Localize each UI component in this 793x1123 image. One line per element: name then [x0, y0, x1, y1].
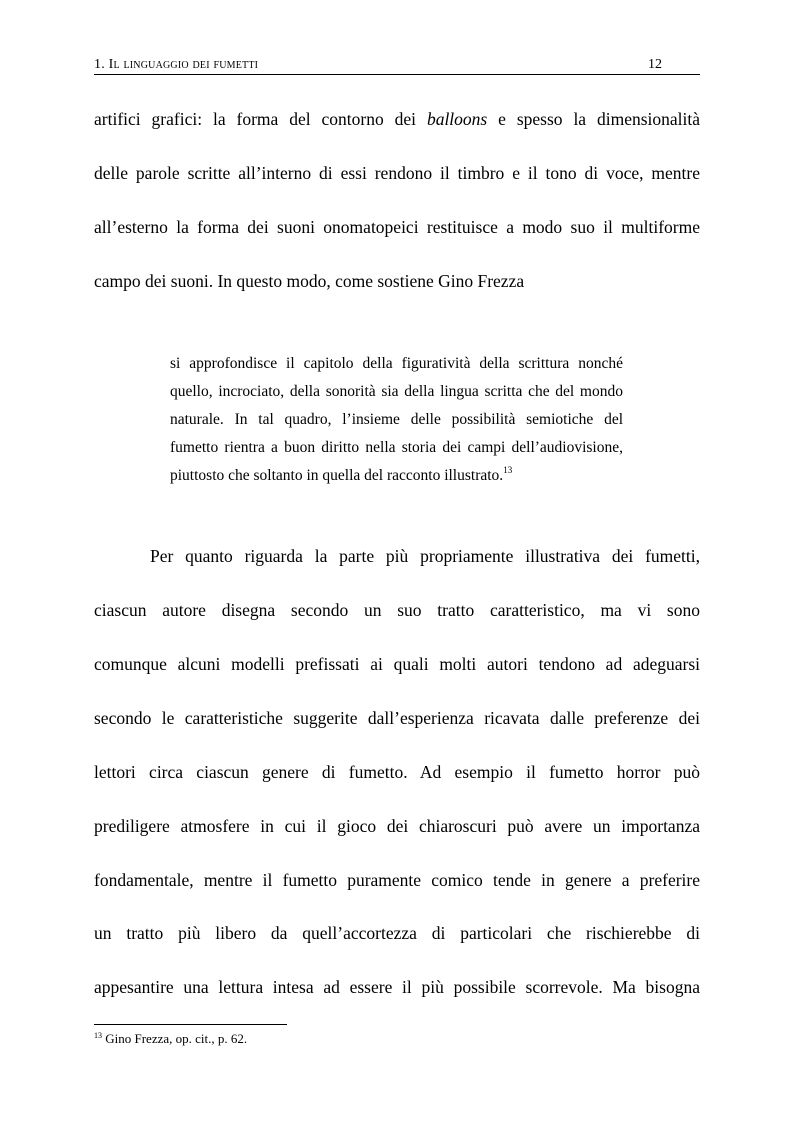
quote-line: si approfondisce il capitolo della figuratività della scrittura nonché [170, 355, 623, 372]
footnote-divider [94, 1024, 287, 1025]
text-line: campo dei suoni. In questo modo, come sostiene Gino Frezza [94, 271, 525, 291]
quote-line: fumetto rientra a buon diritto nella storia dei campi dell’audiovisione, [170, 439, 623, 456]
footnote-text: Gino Frezza, op. cit., p. 62. [105, 1031, 248, 1046]
text-line: Per quanto riguarda la parte più propriamente illustrativa dei fumetti, [150, 546, 700, 566]
text-line: secondo le caratteristiche suggerite dall’esperienza ricavata dalle preferenze dei [94, 708, 700, 728]
footnote-ref: 13 [503, 465, 513, 475]
text-line: artifici grafici: la forma del contorno dei balloons e spesso la dimensionalità [94, 109, 701, 129]
text-line: ciascun autore disegna secondo un suo tratto caratteristico, ma vi sono [94, 600, 700, 620]
text-line: lettori circa ciascun genere di fumetto. Ad esempio il fumetto horror può [94, 762, 700, 782]
text-line: comunque alcuni modelli prefissati ai quali molti autori tendono ad adeguarsi [94, 654, 700, 674]
footnote [94, 1031, 247, 1047]
quote-line: naturale. In tal quadro, l’insieme delle possibilità semiotiche del [170, 411, 623, 428]
quote-line: piuttosto che soltanto in quella del racconto illustrato.$^{13}$ [170, 465, 513, 484]
page-number: 12 [648, 57, 662, 72]
text-line: all’esterno la forma dei suoni onomatopeici restituisce a modo suo il multiforme [94, 217, 700, 237]
footnote-number: 13 [94, 1031, 102, 1040]
text-line: fondamentale, mentre il fumetto puramente comico tende in genere a preferire [94, 870, 700, 890]
quote-line: quello, incrociato, della sonorità sia della lingua scritta che del mondo [170, 383, 623, 400]
emphasis-balloons: balloons [426, 109, 488, 129]
text-line: un tratto più libero da quell’accortezza di particolari che rischierebbe di [94, 923, 700, 943]
running-header [94, 56, 700, 75]
text-line: delle parole scritte all’interno di essi rendono il timbro e il tono di voce, mentre [94, 163, 700, 183]
text-line: appesantire una lettura intesa ad essere il più possibile scorrevole. Ma bisogna [94, 977, 700, 997]
chapter-title: 1. Il linguaggio dei fumetti [94, 57, 259, 72]
text-line: prediligere atmosfere in cui il gioco dei chiaroscuri può avere un importanza [94, 816, 700, 836]
